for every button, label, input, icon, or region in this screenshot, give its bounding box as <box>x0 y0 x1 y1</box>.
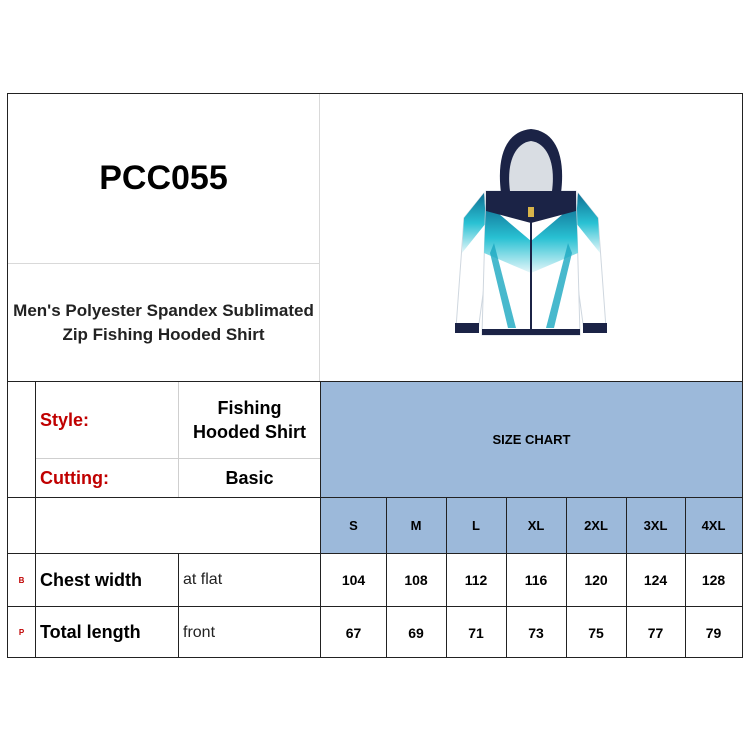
size-header-s: S <box>321 498 386 553</box>
measurement-method: front <box>183 623 216 641</box>
measurement-value: 67 <box>345 624 362 641</box>
measurement-method: at flat <box>183 571 223 588</box>
measurement-value: 116 <box>524 572 548 588</box>
size-header-2xl: 2XL <box>566 498 626 553</box>
measurement-label: Chest width <box>40 569 142 590</box>
measurement-value: 120 <box>584 572 608 588</box>
size-chart-title: SIZE CHART <box>321 382 742 497</box>
style-label: Style: <box>40 409 90 430</box>
product-code: PCC055 <box>8 94 320 264</box>
row-marker: P <box>18 628 25 637</box>
cutting-label: Cutting: <box>40 467 109 488</box>
measurement-value: 71 <box>468 624 484 641</box>
measurement-value: 73 <box>528 624 544 641</box>
size-header-m: M <box>386 498 446 553</box>
measurement-value: 124 <box>643 572 668 588</box>
size-header-l: L <box>446 498 506 553</box>
cutting-value: Basic <box>225 468 274 488</box>
method-column-line <box>178 553 179 658</box>
product-description-line-1: Men's Polyester Spandex Sublimated <box>13 300 314 320</box>
product-description <box>8 264 320 381</box>
size-header-4xl: 4XL <box>685 498 742 553</box>
product-image <box>320 94 742 381</box>
measurement-label: Total length <box>40 622 141 642</box>
row-marker: B <box>18 575 25 585</box>
style-value-line-1: Fishing <box>217 398 282 418</box>
measurement-value: 112 <box>464 572 488 588</box>
size-header-xl: XL <box>506 498 566 553</box>
measurement-value: 69 <box>408 624 424 641</box>
size-header-3xl: 3XL <box>626 498 685 553</box>
measurement-value: 77 <box>647 624 664 641</box>
divider-rows <box>7 606 743 607</box>
measurement-value: 104 <box>341 572 366 588</box>
style-value-line-2: Hooded Shirt <box>193 422 306 442</box>
measurement-value: 108 <box>404 572 428 588</box>
measurement-value: 79 <box>705 624 722 641</box>
hooded-shirt-image <box>446 123 616 353</box>
measurement-value: 75 <box>588 624 604 641</box>
product-description-line-2: Zip Fishing Hooded Shirt <box>62 324 265 344</box>
measurement-value: 128 <box>701 572 726 588</box>
style-value <box>179 382 320 458</box>
